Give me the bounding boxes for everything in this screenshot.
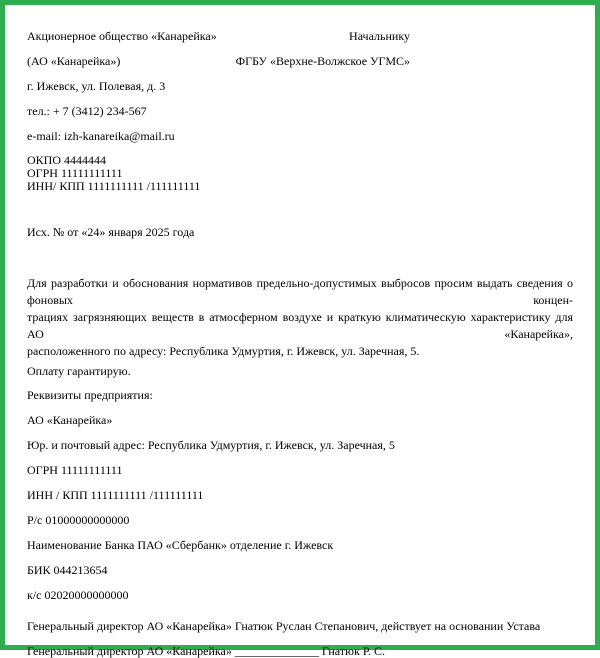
requisites-heading: Реквизиты предприятия: (27, 388, 153, 402)
request-line-3: расположенного по адресу: Республика Удмуртия, г. Ижевск, ул. Заречная, 5. (27, 344, 420, 358)
payment-guarantee: Оплату гарантирую. (27, 364, 131, 378)
sender-name-short: (АО «Канарейка») (27, 54, 121, 68)
requisites-block (27, 388, 573, 602)
sender-name-full: Акционерное общество «Канарейка» (27, 29, 217, 43)
requisites-ogrn: ОГРН 11111111111 (27, 463, 123, 477)
requisites-corr-account: к/с 02020000000000 (27, 588, 129, 602)
sender-inn-kpp: ИНН/ КПП 1111111111 /111111111 (27, 179, 201, 193)
requisites-settlement-account: Р/с 01000000000000 (27, 513, 130, 527)
request-line-2: трациях загрязняющих веществ в атмосферном воздухе и краткую климатическую характеристику для АО «Канарейка», (27, 310, 573, 341)
request-line-1: Для разработки и обоснования нормативов предельно-допустимых выбросов просим выдать сведения о фоновых концен- (27, 276, 573, 307)
recipient-organization: ФГБУ «Верхне-Волжское УГМС» (235, 54, 410, 68)
requisites-company: АО «Канарейка» (27, 413, 113, 427)
sender-okpo: ОКПО 4444444 (27, 153, 107, 167)
outgoing-reference-line: Исх. № от «24» января 2025 года (27, 225, 195, 239)
sender-phone: тел.: + 7 (3412) 234-567 (27, 104, 147, 118)
requisites-legal-address: Юр. и почтовый адрес: Республика Удмуртия, г. Ижевск, ул. Заречная, 5 (27, 438, 395, 452)
sender-registration-block (27, 154, 573, 193)
sender-ogrn: ОГРН 11111111111 (27, 166, 123, 180)
header-row-1 (27, 29, 573, 43)
director-signature-line: Генеральный директор АО «Канарейка» ______________ Гнатюк Р. С. (27, 644, 386, 658)
recipient-title: Начальнику (349, 29, 410, 43)
requisites-inn-kpp: ИНН / КПП 1111111111 /111111111 (27, 488, 204, 502)
request-paragraph (27, 275, 573, 360)
requisites-bik: БИК 044213654 (27, 563, 108, 577)
requisites-bank-name: Наименование Банка ПАО «Сбербанк» отделение г. Ижевск (27, 538, 334, 552)
director-authority-line: Генеральный директор АО «Канарейка» Гнатюк Руслан Степанович, действует на основании Устава (27, 619, 541, 633)
header-row-2 (27, 54, 573, 68)
sender-email: e-mail: izh-kanareika@mail.ru (27, 129, 175, 143)
sender-address: г. Ижевск, ул. Полевая, д. 3 (27, 79, 166, 93)
